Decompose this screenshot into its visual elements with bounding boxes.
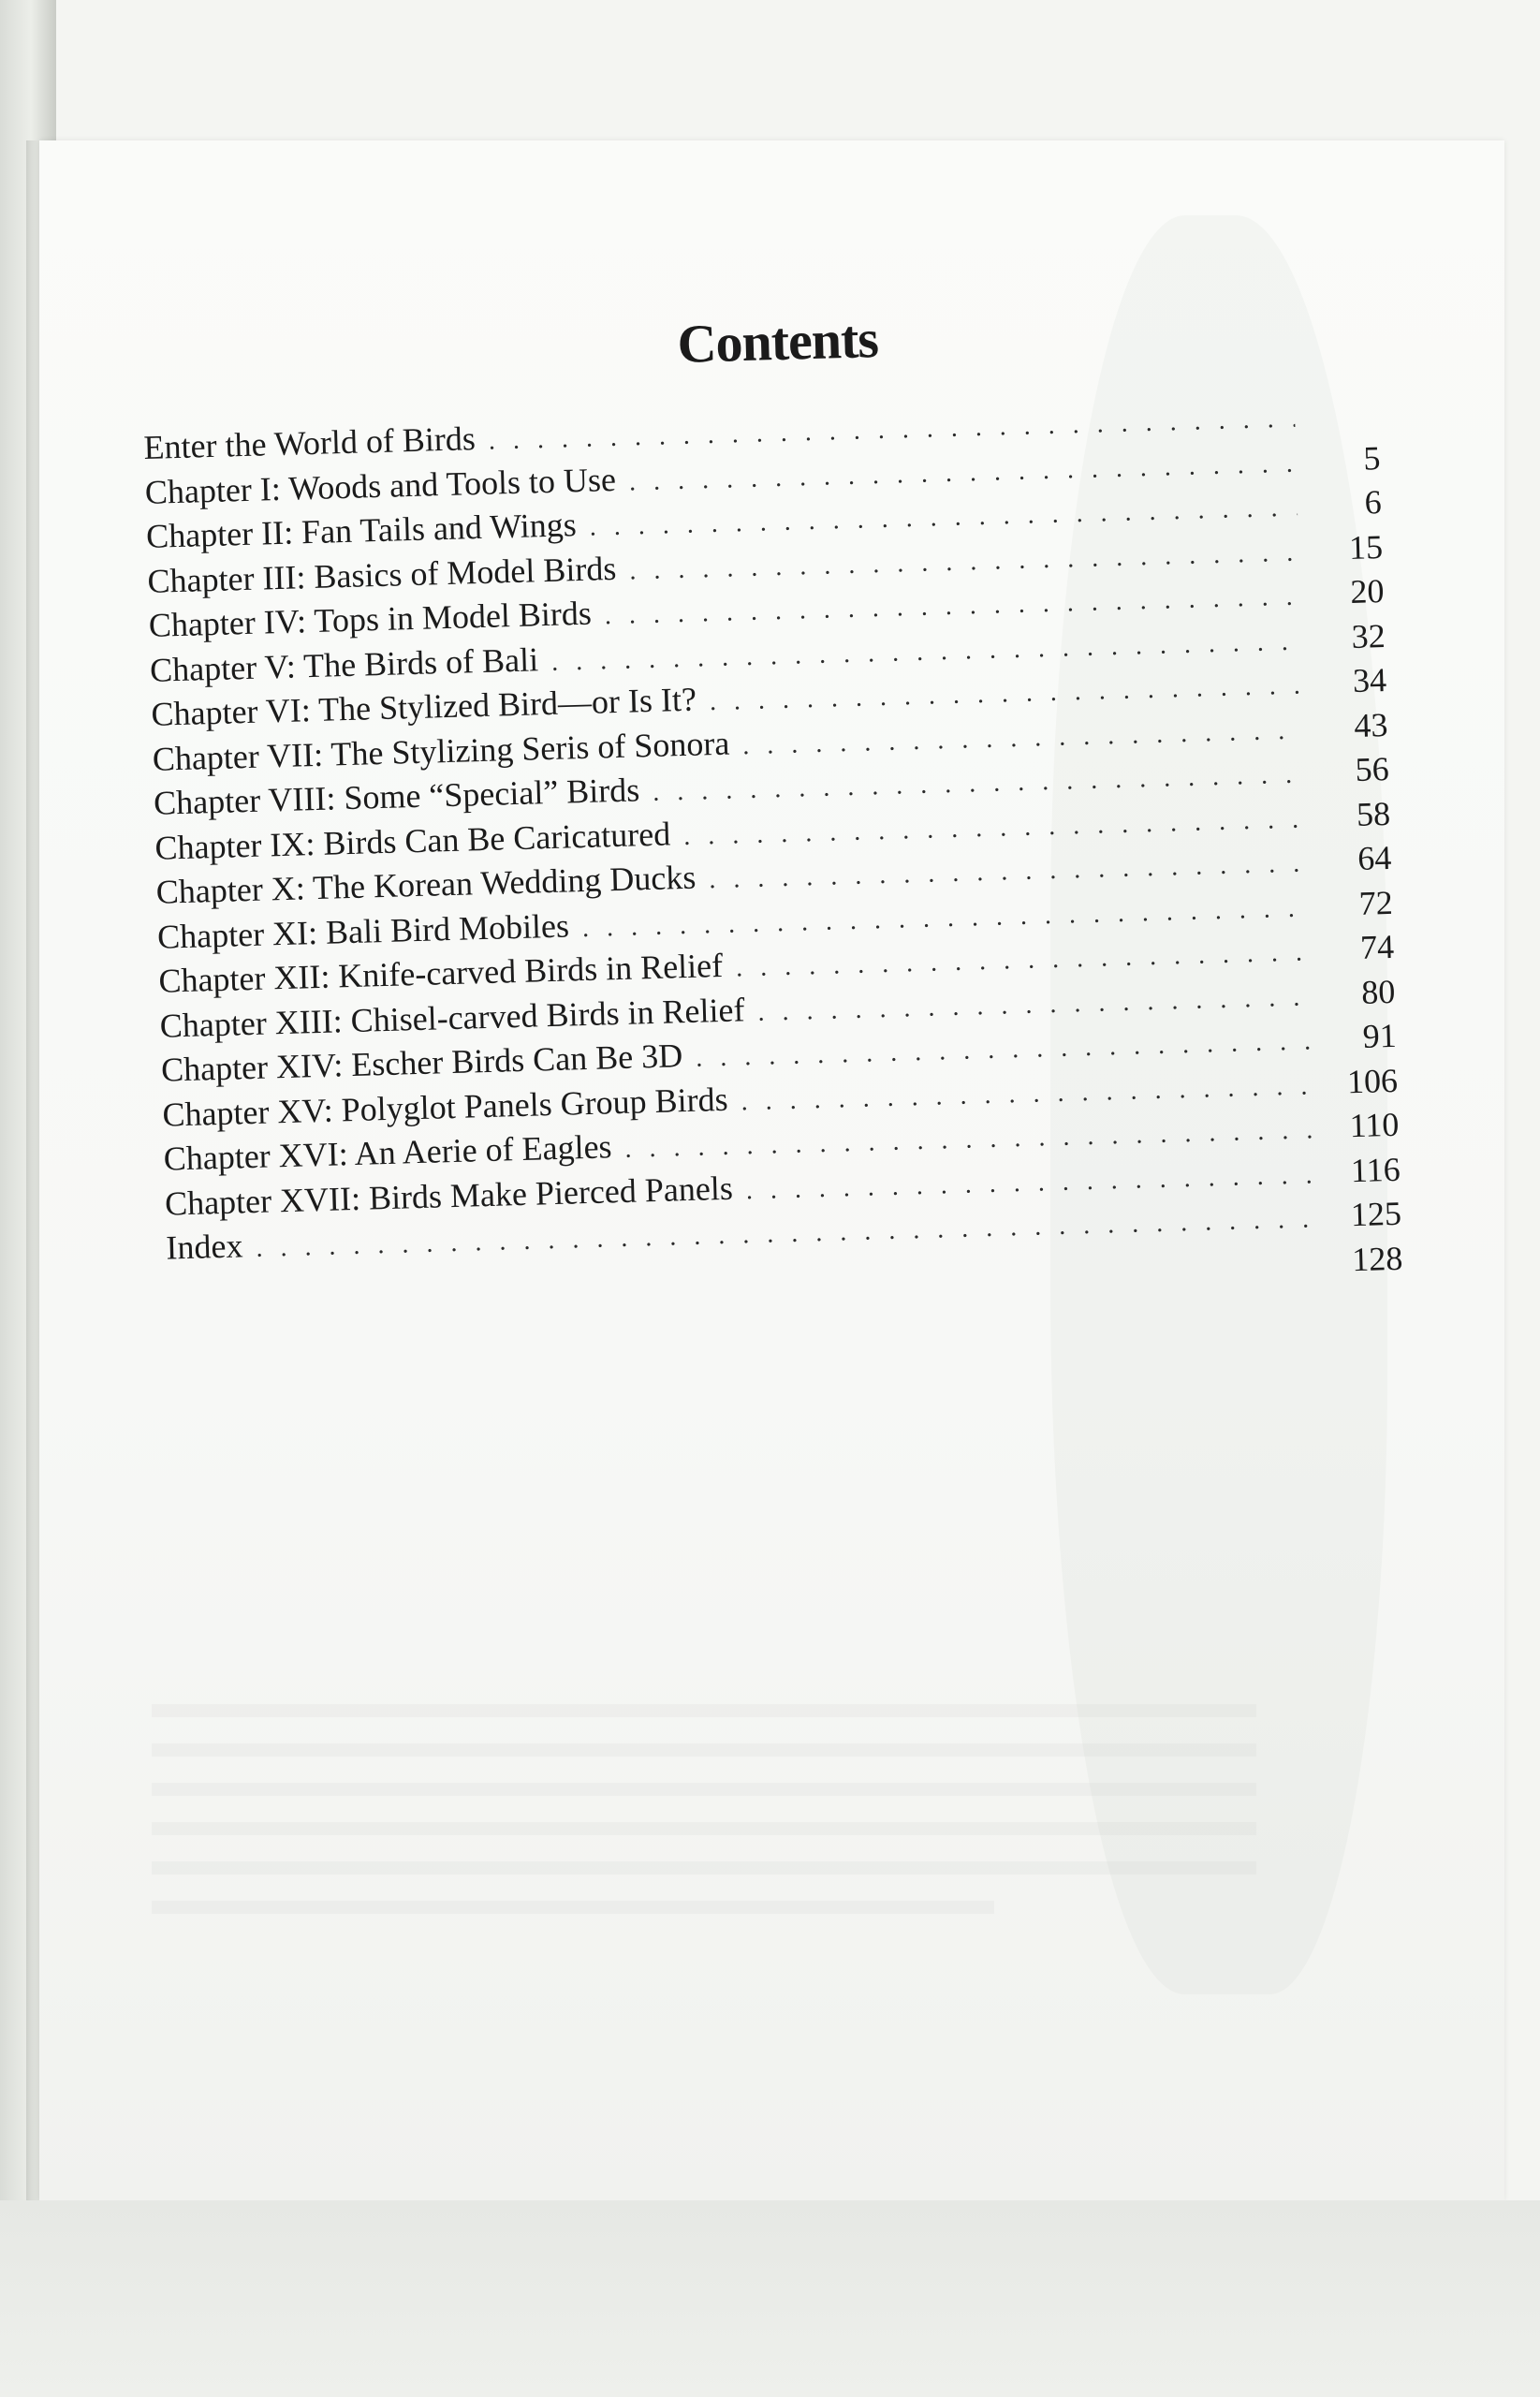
toc-entry-label: Chapter XIV: Escher Birds Can Be 3D [160,1037,683,1089]
table-of-contents [140,293,1403,1315]
toc-entry-page: 110 [1349,1105,1400,1145]
toc-entry-label: Chapter XI: Bali Bird Mobiles [156,905,570,956]
show-through-line [152,1704,1256,1717]
toc-entry-label: Chapter XII: Knife-carved Birds in Relief [157,946,724,1000]
toc-entry-page [1295,424,1379,427]
page-title: Contents [676,308,879,375]
toc-entry-page: 64 [1357,838,1392,877]
toc-entry-label: Index [165,1227,243,1267]
toc-entry-page: 58 [1356,794,1391,833]
toc-entry-page: 106 [1346,1061,1399,1100]
toc-entry-page: 128 [1351,1239,1403,1278]
show-through-line [152,1783,1256,1796]
toc-entry-page: 6 [1364,483,1383,522]
toc-entry-label: Chapter X: The Korean Wedding Ducks [155,858,697,911]
toc-entry-page: 56 [1355,749,1390,788]
page-fold-shadow [26,140,39,2200]
toc-entry-label: Chapter XVII: Birds Make Pierced Panels [164,1169,734,1223]
toc-entry-label: Chapter II: Fan Tails and Wings [145,506,578,555]
toc-entry-page: 91 [1362,1016,1398,1055]
toc-entry-label: Chapter IV: Tops in Model Birds [148,594,593,644]
toc-entry-label: Chapter I: Woods and Tools to Use [144,460,617,511]
toc-entry-page: 5 [1362,438,1381,478]
toc-entry-page: 34 [1352,660,1387,699]
show-through-line [152,1743,1256,1757]
table-surface [0,2200,1540,2397]
toc-entry-label: Chapter XIII: Chisel-carved Birds in Relief [159,990,745,1045]
toc-entry-label: Chapter XVI: An Aerie of Eagles [163,1127,613,1178]
show-through-line [152,1901,994,1914]
toc-entry-page: 20 [1349,572,1385,611]
toc-entry-page: 32 [1351,616,1386,655]
toc-list [143,391,1403,1315]
toc-entry-page: 125 [1350,1194,1402,1234]
toc-entry-page: 116 [1350,1150,1401,1189]
toc-entry-label: Chapter IX: Birds Can Be Caricatured [154,814,671,867]
toc-entry-label: Chapter V: The Birds of Bali [149,640,539,689]
toc-entry-label: Chapter III: Basics of Model Birds [146,549,617,600]
toc-entry-label: Chapter VI: The Stylized Bird—or Is It? [150,680,697,733]
toc-entry-label: Chapter XV: Polyglot Panels Group Birds [161,1080,729,1134]
toc-entry-page: 80 [1360,972,1396,1011]
toc-entry-page: 15 [1348,527,1384,566]
show-through-line [152,1861,1256,1875]
toc-entry-label: Enter the World of Birds [143,419,477,466]
toc-entry-label: Chapter VII: The Stylizing Seris of Sonora [152,724,730,778]
toc-entry-label: Chapter VIII: Some “Special” Birds [153,771,640,822]
toc-entry-page: 74 [1359,927,1395,966]
show-through-line [152,1822,1256,1835]
toc-entry-page: 72 [1358,883,1394,922]
toc-entry-page: 43 [1353,705,1388,744]
